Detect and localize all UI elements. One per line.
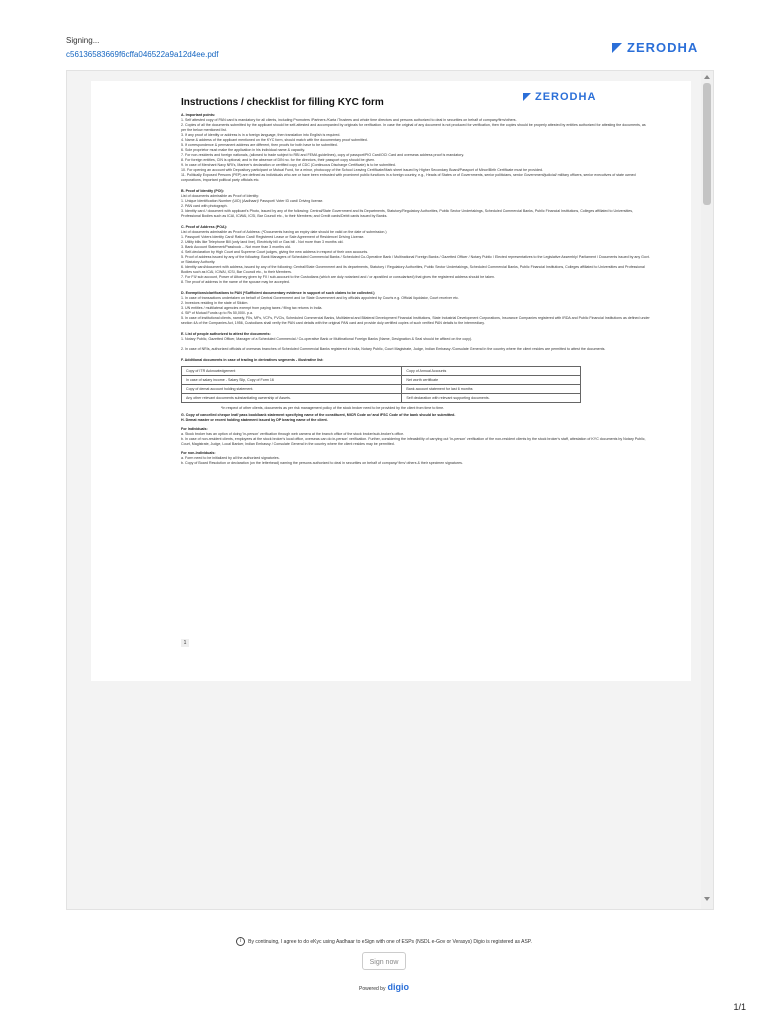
section-line: 9. In case of Merchant Navy NRI's, Mariner's declaration or certified copy of CDC (Continuous Discharge Certificate) is to be submitted. [181, 163, 396, 167]
section-heading: B. Proof of Identity (POI): [181, 189, 224, 193]
table-cell: Copy of demat account holding statement. [182, 385, 402, 394]
individuals-heading: For Individuals: [181, 427, 208, 431]
document-body [181, 111, 651, 466]
section-line: 2. PAN card with photograph. [181, 204, 228, 208]
individuals-line: b. In case of non-resident clients, employees at the stock broker's local office, overseas can do in-person' verification. Further, considering the infeasibility of carrying out 'In-person' verification of the non-resident clients by the stock broker's staff, attestation of KYC documents by Notary Public, Court, Magistrate, Judge, Local Banker, Indian Embassy / Consulate General in the country where the client resides may be permitted. [181, 437, 646, 446]
powered-by [0, 982, 768, 992]
powered-by-label: Powered by [359, 986, 386, 992]
table-cell: In case of salary income - Salary Slip, Copy of Form 16 [182, 376, 402, 385]
document-filename[interactable]: c56136583669f6cffa046522a9a12d4ee.pdf [66, 50, 219, 59]
section-line: 3. UN entities / multilateral agencies exempt from paying taxes / filing tax returns in India. [181, 306, 323, 310]
consent-text: By continuing, I agree to do eKyc using Aadhaar to eSign with one of ESPs (NSDL e-Gov or Verasys) Digio is registered as ASP. [248, 938, 532, 945]
non-individuals-line: b. Copy of Board Resolution or declaration (on the letterhead) naming the persons authorized to deal in securities on behalf of company/ firm/ others & their specimen signatures. [181, 461, 463, 465]
consent-notice [0, 937, 768, 946]
section-line: 2. Copies of all the documents submitted by the applicant should be self-attested and accompanied by originals for verification. In case the original of any document is not produced for verification, then the copies should be properly attested by entities authorized for attesting the documents, as per the below mentioned list. [181, 123, 646, 132]
scroll-down-icon[interactable] [704, 897, 710, 901]
section-h: H. Demat master or recent holding statement issued by DP bearing name of the client. [181, 418, 328, 422]
section-g: G. Copy of cancelled cheque leaf/ pass book/bank statement specifying name of the constituent, MICR Code or/ and IFSC Code of the bank should be submitted. [181, 413, 456, 417]
vertical-scrollbar[interactable] [701, 71, 713, 909]
pdf-viewer[interactable] [66, 70, 714, 910]
additional-documents-table [181, 366, 581, 403]
section-line: 2. Investors residing in the state of Sikkim. [181, 301, 249, 305]
non-individuals-heading: For non-Individuals: [181, 451, 216, 455]
zerodha-logo-icon [612, 43, 622, 53]
table-cell: Self declaration with relevant supporting documents. [402, 394, 581, 403]
digio-logo: digio [387, 982, 409, 992]
non-individuals-line: a. Form need to be initialized by all the authorized signatories. [181, 456, 280, 460]
section-line: 1. In case of transactions undertaken on behalf of Central Government and /or State Government and by officials appointed by Courts e.g. Official liquidator, Court receiver etc. [181, 296, 459, 300]
section-line: 3. If any proof of identity or address is in a foreign language, then translation into English is required. [181, 133, 341, 137]
info-icon: i [236, 937, 245, 946]
section-line: 11. Politically Exposed Persons (PEP) are defined as individuals who are or have been entrusted with prominent public functions in a foreign country, e.g., Heads of States or of Governments, senior politicians, senior Government/judicial/ military officers, senior executives of state owned corporations, important political party officials etc. [181, 173, 636, 182]
section-line: 1. Self attested copy of PAN card is mandatory for all clients, including Promoters /Partners /Karta /Trustees and whole time directors and persons authorized to deal in securities on behalf of company/firm/others. [181, 118, 517, 122]
section-line: 3. Identity card / document with applicant's Photo, issued by any of the following: Central/State Government and its Departments, Statutory/Regulatory Authorities, Public Sector Undertakings, Scheduled Commercial Banks, Public Financial Institutions, Colleges affiliated to Universities, Professional Bodies such as ICAI, ICWAI, ICSI, Bar Council etc., to their Members; and Credit cards/Debit cards issued by Banks. [181, 209, 634, 218]
signing-status: Signing... [66, 36, 100, 45]
section-line: 1. Passport/ Voters Identity Card/ Ration Card/ Registered Lease or Sale Agreement of Residence/ Driving License. [181, 235, 365, 239]
table-row [182, 394, 581, 403]
section-line: 8. The proof of address in the name of the spouse may be accepted. [181, 280, 290, 284]
section-line: 2. Utility bills like Telephone Bill (only land line), Electricity bill or Gas bill - Not more than 3 months old. [181, 240, 344, 244]
section-line: List of documents admissible as Proof of Address: (*Documents having an expiry date should be valid on the date of submission.) [181, 230, 387, 234]
section-line: 8. For foreign entities, CIN is optional; and in the absence of DIN no. for the directors, their passport copy should be given. [181, 158, 376, 162]
table-footnote: *In respect of other clients, documents as per risk management policy of the stock broker need to be provided by the client from time to time. [221, 406, 445, 410]
table-cell: Copy of Annual Accounts [402, 367, 581, 376]
table-cell: Copy of ITR Acknowledgement [182, 367, 402, 376]
table-cell: Bank account statement for last 6 months [402, 385, 581, 394]
section-line: 5. If correspondence & permanent address are different, then proofs for both have to be submitted. [181, 143, 338, 147]
section-line: 3. Bank Account Statement/Passbook -- Not more than 3 months old. [181, 245, 291, 249]
individuals-line: a. Stock broker has an option of doing 'in-person' verification through web camera at the branch office of the stock broker/sub-broker's office. [181, 432, 405, 436]
section-line: 7. For FII/ sub account, Power of Attorney given by FII / sub-account to the Custodians (which are duly notarized and / or apostiled or consularised) that gives the registered address should be taken. [181, 275, 496, 279]
section-line: 4. Name & address of the applicant mentioned on the KYC form, should match with the documentary proof submitted. [181, 138, 368, 142]
pdf-page [91, 81, 691, 681]
section-b [181, 189, 651, 219]
section-line: List of documents admissible as Proof of Identity: [181, 194, 260, 198]
section-heading: C. Proof of Address (POA): [181, 225, 227, 229]
table-row [182, 376, 581, 385]
section-heading: A. Important points: [181, 113, 216, 117]
section-line: 7. For non-residents and foreign nationals, (allowed to trade subject to RBI and FEMA guidelines), copy of passport/PIO Card/OCI Card and overseas address proof is mandatory. [181, 153, 464, 157]
zerodha-doc-icon [523, 93, 531, 101]
page-number: 1 [181, 639, 189, 647]
section-line: 1. Unique Identification Number (UID) (Aadhaar)/ Passport/ Voter ID card/ Driving license. [181, 199, 324, 203]
section-line: 5. In case of institutional clients, namely, FIIs, MFs, VCFs, FVCIs, Scheduled Commercial Banks, Multilateral and Bilateral Development Financial Institutions, State Industrial Development Corporations, Insurance Companies registered with IRDA and Public Financial Institutions as defined under section 4A of the Companies Act, 1956, Custodians shall verify the PAN card details with the original PAN card and provide duly certified copies of such verified PAN details to the intermediary. [181, 316, 650, 325]
section-d [181, 291, 651, 326]
document-title: Instructions / checklist for filling KYC form [181, 97, 384, 108]
scrollbar-thumb[interactable] [703, 83, 711, 205]
section-heading: D. Exemptions/clarifications to PAN (*Sufficient documentary evidence in support of such claims to be collected.) [181, 291, 375, 295]
section-a [181, 113, 651, 183]
section-line: 5. Proof of address issued by any of the following: Bank Managers of Scheduled Commercial Banks / Scheduled Co-Operative Bank / Multinational Foreign Banks / Gazetted Officer / Notary Public / Elected representatives to the Legislative Assembly/ Parliament / Documents issued by any Govt. or Statutory Authority. [181, 255, 650, 264]
document-brand-logo [523, 91, 596, 103]
sign-now-button[interactable]: Sign now [362, 952, 406, 970]
table-heading: F. Additional documents in case of trading in derivatives segments - illustrative list: [181, 358, 324, 362]
section-line: 4. Self-declaration by High Court and Supreme Court judges, giving the new address in respect of their own accounts. [181, 250, 369, 254]
section-line: 2. In case of NRIs, authorized officials of overseas branches of Scheduled Commercial Banks registered in India, Notary Public, Court Magistrate, Judge, Indian Embassy /Consulate General in the country where the client resides are permitted to attest the documents. [181, 347, 606, 351]
section-heading: E. List of people authorized to attest the documents: [181, 332, 271, 336]
section-line: 6. Sole proprietor must make the application in his individual name & capacity. [181, 148, 305, 152]
table-row [182, 385, 581, 394]
table-cell: Any other relevant documents substantiating ownership of Assets. [182, 394, 402, 403]
section-line: 10. For opening an account with Depository participant or Mutual Fund, for a minor, photocopy of the School Leaving Certificate/Mark sheet issued by Higher Secondary Board/Passport of Minor/Birth Certificate must be provided. [181, 168, 543, 172]
section-e [181, 332, 651, 352]
section-line: 1. Notary Public, Gazetted Officer, Manager of a Scheduled Commercial / Co-operative Bank or Multinational Foreign Banks (Name, Designation & Seal should be affixed on the copy). [181, 337, 473, 341]
scroll-up-icon[interactable] [704, 75, 710, 79]
page-count: 1/1 [733, 1002, 746, 1012]
zerodha-logo [612, 40, 698, 55]
table-cell: Net worth certificate [402, 376, 581, 385]
table-row [182, 367, 581, 376]
document-brand-text: ZERODHA [535, 91, 597, 103]
section-c [181, 225, 651, 285]
section-line: 6. Identity card/document with address, issued by any of the following: Central/State Government and its departments, Statutory / Regulatory Authorities, Public Sector Undertakings, Scheduled Commercial Banks, Public Financial Institutions, Colleges affiliated to Universities and Professional Bodies such as ICAI, ICWAI, ICSI, Bar Council etc., to their Members. [181, 265, 645, 274]
section-line: 4. SIP of Mutual Funds up to Rs 50,000/- p.a. [181, 311, 254, 315]
zerodha-logo-text: ZERODHA [627, 40, 699, 55]
